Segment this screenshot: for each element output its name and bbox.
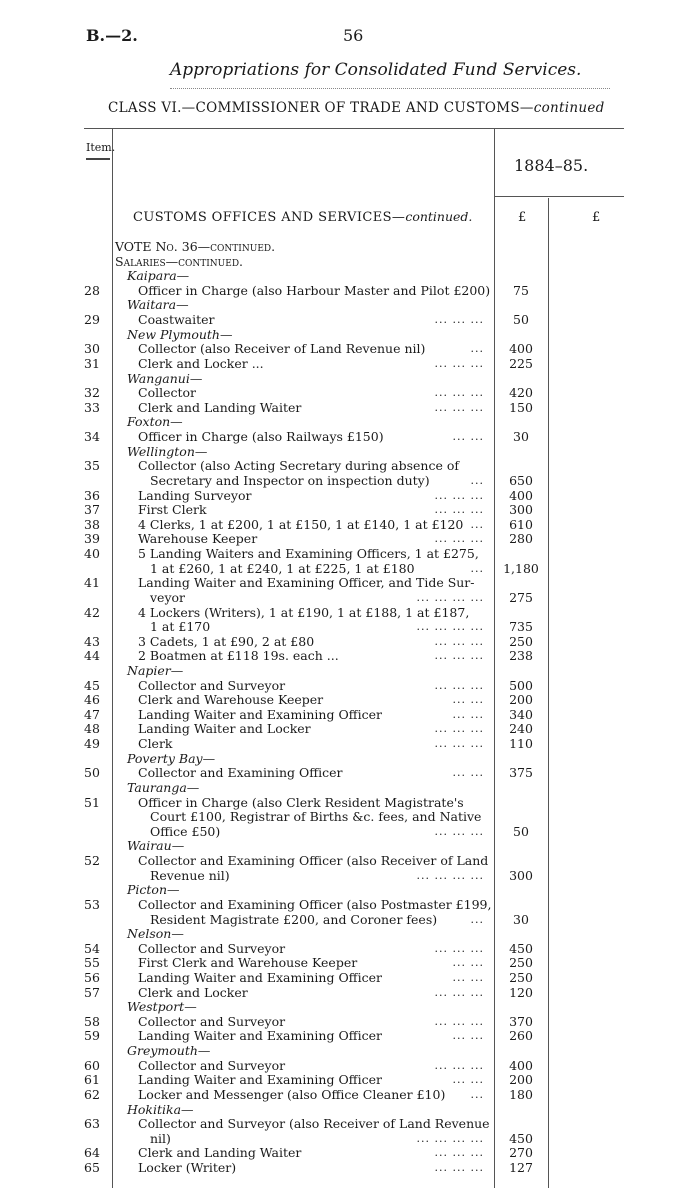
item-number: 51 [84, 794, 100, 810]
page-title: Appropriations for Consolidated Fund Services. [170, 60, 582, 80]
leader-dots: ... ... ... ... [416, 868, 484, 882]
item-description: Collector (also Acting Secretary during absence of [138, 458, 460, 474]
item-description: 4 Clerks, 1 at £200, 1 at £150, 1 at £140, 1 at £120 [138, 516, 464, 532]
item-number: 63 [84, 1116, 100, 1132]
item-description: nil) [150, 1130, 171, 1146]
item-number: 40 [84, 546, 100, 562]
amount-value: 610 [509, 516, 533, 532]
amount-value: 300 [509, 502, 533, 518]
item-description: Landing Waiter and Examining Officer [138, 1072, 382, 1088]
table-row [0, 313, 700, 327]
pound-sign-column-1: £ [518, 210, 527, 225]
leader-dots: ... [470, 561, 484, 575]
table-row [0, 649, 700, 663]
location-heading: New Plymouth— [127, 326, 233, 342]
item-number: 50 [84, 765, 100, 781]
year-underline [494, 196, 624, 197]
table-row [0, 752, 700, 766]
item-number: 33 [84, 399, 100, 415]
table-row [0, 1132, 700, 1146]
item-number: 46 [84, 692, 100, 708]
item-number: 65 [84, 1160, 100, 1176]
amount-value: 280 [509, 531, 533, 547]
section-title [133, 209, 472, 225]
table-row [0, 781, 700, 795]
table-row [0, 1073, 700, 1087]
amount-value: 735 [509, 619, 533, 635]
table-row [0, 269, 700, 283]
table-row [0, 401, 700, 415]
leader-dots: ... ... ... [434, 1146, 484, 1160]
item-number: 41 [84, 575, 100, 591]
table-row [0, 722, 700, 736]
item-description: Collector and Surveyor [138, 1057, 286, 1073]
leader-dots: ... ... [452, 1029, 484, 1043]
leader-dots: ... [470, 342, 484, 356]
table-row [0, 430, 700, 444]
table-row [0, 766, 700, 780]
item-description: Collector and Examining Officer (also Receiver of Land [138, 853, 489, 869]
table-row [0, 328, 700, 342]
location-heading: Nelson— [127, 926, 184, 942]
item-number: 49 [84, 736, 100, 752]
item-number: 64 [84, 1145, 100, 1161]
location-heading: Picton— [127, 882, 180, 898]
leader-dots: ... ... [452, 1073, 484, 1087]
amount-value: 225 [509, 355, 533, 371]
table-row [0, 474, 700, 488]
item-description: Revenue nil) [150, 867, 230, 883]
table-row [0, 635, 700, 649]
table-row [0, 810, 700, 824]
item-number: 60 [84, 1057, 100, 1073]
amount-value: 150 [509, 399, 533, 415]
amount-value: 300 [509, 867, 533, 883]
item-description: Clerk and Landing Waiter [138, 1145, 302, 1161]
item-number: 61 [84, 1072, 100, 1088]
leader-dots: ... ... ... [434, 1058, 484, 1072]
item-description: Landing Waiter and Examining Officer [138, 706, 382, 722]
table-row [0, 386, 700, 400]
class-heading-text: CLASS VI.—COMMISSIONER OF TRADE AND CUSTOMS— [108, 100, 534, 116]
item-description: Collector [138, 385, 197, 401]
table-row [0, 1059, 700, 1073]
location-heading: Wellington— [127, 443, 208, 459]
amount-value: 250 [509, 955, 533, 971]
table-row [0, 357, 700, 371]
amount-value: 420 [509, 385, 533, 401]
leader-dots: ... ... ... [434, 985, 484, 999]
item-description: Warehouse Keeper [138, 531, 258, 547]
item-description: Clerk [138, 736, 173, 752]
item-number: 38 [84, 516, 100, 532]
leader-dots: ... ... ... [434, 634, 484, 648]
table-row [0, 342, 700, 356]
amount-value: 110 [509, 736, 533, 752]
table-row [0, 562, 700, 576]
item-description: Landing Waiter and Examining Officer [138, 970, 382, 985]
amount-value: 340 [509, 706, 533, 722]
item-description: veyor [150, 589, 186, 605]
amount-value: 400 [509, 1057, 533, 1073]
item-description: Officer in Charge (also Railways £150) [138, 429, 384, 445]
table-row [0, 708, 700, 722]
amount-value: 240 [509, 721, 533, 737]
leader-dots: ... [470, 912, 484, 926]
item-description: Clerk and Locker [138, 984, 248, 1000]
item-description: Collector and Surveyor [138, 940, 286, 956]
item-description: Locker and Messenger (also Office Cleaner £10) [138, 1086, 446, 1102]
table-row [0, 693, 700, 707]
amount-value: 400 [509, 341, 533, 357]
amount-value: 180 [509, 1086, 533, 1102]
leader-dots: ... ... ... [434, 356, 484, 370]
item-description: Collector (also Receiver of Land Revenue nil) [138, 341, 426, 357]
table-row [0, 869, 700, 883]
item-description: 4 Lockers (Writers), 1 at £190, 1 at £188, 1 at £187, [138, 604, 470, 620]
table-row [0, 883, 700, 897]
item-description: Collector and Surveyor [138, 1013, 286, 1029]
table-row [0, 591, 700, 605]
table-row [0, 1000, 700, 1014]
table-row [0, 796, 700, 810]
leader-dots: ... ... ... [434, 313, 484, 327]
leader-dots: ... ... ... [434, 824, 484, 838]
leader-dots: ... ... ... ... [416, 1131, 484, 1145]
class-heading [108, 100, 605, 116]
table-row [0, 1015, 700, 1029]
item-description: Clerk and Landing Waiter [138, 399, 302, 415]
page-number: 56 [343, 26, 364, 45]
table-row [0, 415, 700, 429]
leader-dots: ... ... ... [434, 678, 484, 692]
item-description: Landing Surveyor [138, 487, 252, 503]
item-description: 1 at £170 [150, 619, 211, 635]
item-number: 32 [84, 385, 100, 401]
table-row [0, 1029, 700, 1043]
leader-dots: ... ... ... [434, 503, 484, 517]
location-heading: Foxton— [127, 414, 183, 430]
amount-value: 120 [509, 984, 533, 1000]
item-number: 28 [84, 282, 100, 298]
item-number: 56 [84, 970, 100, 985]
amount-value: 270 [509, 1145, 533, 1161]
amount-value: 127 [509, 1160, 533, 1176]
amount-value: 260 [509, 1028, 533, 1044]
item-number: 54 [84, 940, 100, 956]
pound-sign-column-2: £ [592, 210, 601, 225]
item-description: Landing Waiter and Locker [138, 721, 311, 737]
item-description: Secretary and Inspector on inspection duty) [150, 472, 430, 488]
item-description: Resident Magistrate £200, and Coroner fees) [150, 911, 438, 927]
table-row [0, 854, 700, 868]
amount-value: 200 [509, 692, 533, 708]
table-row [0, 620, 700, 634]
leader-dots: ... ... ... [434, 649, 484, 663]
item-number: 30 [84, 341, 100, 357]
item-header-underline [86, 158, 110, 160]
item-number: 58 [84, 1013, 100, 1029]
item-description: VOTE No. 36—continued. [115, 239, 276, 254]
item-description: Collector and Surveyor (also Receiver of Land Revenue [138, 1116, 490, 1132]
amount-value: 50 [513, 312, 529, 328]
amount-value: 250 [509, 970, 533, 985]
item-description: 2 Boatmen at £118 19s. each ... [138, 648, 339, 664]
item-description: Clerk and Warehouse Keeper [138, 692, 324, 708]
item-description: Landing Waiter and Examining Officer [138, 1028, 382, 1044]
item-number: 37 [84, 502, 100, 518]
item-number: 45 [84, 677, 100, 693]
table-row [0, 576, 700, 590]
location-heading: Napier— [127, 662, 184, 678]
table-row [0, 927, 700, 941]
leader-dots: ... ... [452, 971, 484, 984]
leader-dots: ... [470, 1087, 484, 1101]
table-row [0, 298, 700, 312]
table-row [0, 971, 700, 985]
title-rule [170, 88, 610, 89]
item-description: First Clerk [138, 502, 207, 518]
amount-value: 30 [513, 429, 529, 445]
item-number: 62 [84, 1086, 100, 1102]
item-description: Coastwaiter [138, 312, 215, 328]
item-description: Collector and Examining Officer (also Postmaster £199, [138, 896, 492, 912]
item-number: 36 [84, 487, 100, 503]
table-row [0, 532, 700, 546]
item-description: 1 at £260, 1 at £240, 1 at £225, 1 at £180 [150, 560, 415, 576]
table-row [0, 913, 700, 927]
item-number: 55 [84, 955, 100, 971]
financial-year: 1884–85. [514, 156, 589, 175]
leader-dots: ... ... [452, 693, 484, 707]
table-row [0, 489, 700, 503]
amount-value: 375 [509, 765, 533, 781]
amount-value: 370 [509, 1013, 533, 1029]
leader-dots: ... ... ... [434, 722, 484, 736]
item-number: 44 [84, 648, 100, 664]
section-title-text: CUSTOMS OFFICES AND SERVICES— [133, 210, 406, 225]
amount-value: 75 [513, 282, 529, 298]
location-heading: Wairau— [127, 838, 185, 854]
leader-dots: ... ... ... [434, 1014, 484, 1028]
location-heading: Wanganui— [127, 370, 203, 386]
table-row [0, 1044, 700, 1058]
amount-value: 1,180 [503, 560, 539, 576]
item-description: Court £100, Registrar of Births &c. fees, and Native [150, 809, 482, 825]
table-row [0, 737, 700, 751]
table-top-rule [84, 128, 624, 129]
leader-dots: ... ... ... ... [416, 620, 484, 634]
table-row [0, 1161, 700, 1175]
amount-value: 50 [513, 823, 529, 839]
item-number: 48 [84, 721, 100, 737]
item-number: 34 [84, 429, 100, 445]
item-number: 52 [84, 853, 100, 869]
amount-value: 450 [509, 940, 533, 956]
leader-dots: ... ... ... [434, 400, 484, 414]
item-description: First Clerk and Warehouse Keeper [138, 955, 358, 971]
item-number: 29 [84, 312, 100, 328]
table-row [0, 825, 700, 839]
item-description: Clerk and Locker ... [138, 355, 264, 371]
amount-value: 250 [509, 633, 533, 649]
item-description: Collector and Examining Officer [138, 765, 343, 781]
section-title-suffix: continued. [405, 209, 473, 224]
location-heading: Waitara— [127, 297, 189, 313]
amount-value: 650 [509, 472, 533, 488]
location-heading: Greymouth— [127, 1043, 211, 1059]
table-row [0, 240, 700, 254]
location-heading: Poverty Bay— [127, 750, 216, 766]
amount-value: 500 [509, 677, 533, 693]
item-number: 53 [84, 896, 100, 912]
document-reference: B.—2. [86, 26, 138, 45]
table-row [0, 459, 700, 473]
table-row [0, 547, 700, 561]
table-row [0, 445, 700, 459]
table-row [0, 839, 700, 853]
leader-dots: ... ... ... [434, 386, 484, 400]
item-description: Salaries—continued. [115, 253, 244, 269]
table-row [0, 518, 700, 532]
table-row [0, 1117, 700, 1131]
item-description: Locker (Writer) [138, 1160, 237, 1176]
table-row [0, 942, 700, 956]
item-number: 31 [84, 355, 100, 371]
leader-dots: ... ... [452, 956, 484, 970]
item-number: 47 [84, 706, 100, 722]
table-row [0, 679, 700, 693]
class-heading-suffix: continued [533, 100, 605, 116]
table-row [0, 1103, 700, 1117]
item-number: 42 [84, 604, 100, 620]
leader-dots: ... ... ... [434, 532, 484, 546]
location-heading: Westport— [127, 999, 197, 1015]
table-row [0, 255, 700, 269]
item-description: Landing Waiter and Examining Officer, and Tide Sur- [138, 575, 475, 591]
amount-value: 400 [509, 487, 533, 503]
leader-dots: ... ... ... [434, 1161, 484, 1175]
item-description: Office £50) [150, 823, 221, 839]
leader-dots: ... [470, 517, 484, 531]
item-description: Officer in Charge (also Harbour Master and Pilot £200) [138, 282, 491, 298]
leader-dots: ... ... ... [434, 941, 484, 955]
leader-dots: ... ... ... [434, 737, 484, 751]
amount-value: 238 [509, 648, 533, 664]
amount-value: 200 [509, 1072, 533, 1088]
item-number: 59 [84, 1028, 100, 1044]
table-row [0, 1146, 700, 1160]
amount-value: 275 [509, 589, 533, 605]
item-number: 57 [84, 984, 100, 1000]
leader-dots: ... ... [452, 707, 484, 721]
table-row [0, 956, 700, 970]
table-row [0, 986, 700, 1000]
item-number: 35 [84, 458, 100, 474]
location-heading: Hokitika— [127, 1101, 194, 1117]
table-row [0, 606, 700, 620]
amount-value: 30 [513, 911, 529, 927]
table-row [0, 284, 700, 298]
table-row [0, 898, 700, 912]
table-row [0, 372, 700, 386]
location-heading: Tauranga— [127, 779, 200, 795]
leader-dots: ... ... ... ... [416, 590, 484, 604]
item-description: Officer in Charge (also Clerk Resident Magistrate's [138, 794, 464, 810]
table-row [0, 1088, 700, 1102]
item-number: 39 [84, 531, 100, 547]
leader-dots: ... [470, 473, 484, 487]
leader-dots: ... ... [452, 430, 484, 444]
item-column-header: Item. [86, 141, 116, 154]
table-row [0, 503, 700, 517]
item-description: 5 Landing Waiters and Examining Officers, 1 at £275, [138, 546, 479, 562]
table-row [0, 664, 700, 678]
item-description: Collector and Surveyor [138, 677, 286, 693]
item-description: 3 Cadets, 1 at £90, 2 at £80 [138, 633, 315, 649]
location-heading: Kaipara— [127, 268, 190, 284]
amount-value: 450 [509, 1130, 533, 1146]
item-number: 43 [84, 633, 100, 649]
leader-dots: ... ... ... [434, 488, 484, 502]
leader-dots: ... ... [452, 766, 484, 780]
